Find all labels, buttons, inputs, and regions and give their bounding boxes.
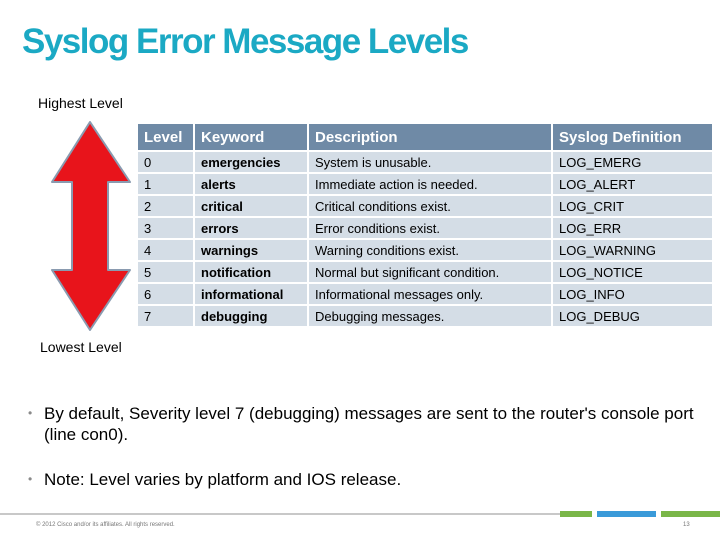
syslog-definition-cell: LOG_EMERG xyxy=(552,151,712,173)
bullet-text-note: Note: Level varies by platform and IOS release. xyxy=(44,470,402,489)
table-header-row xyxy=(138,124,712,151)
description-cell: Critical conditions exist. xyxy=(308,195,552,217)
bullet-dot-icon: • xyxy=(28,472,33,486)
level-cell: 2 xyxy=(138,195,194,217)
description-cell: Informational messages only. xyxy=(308,283,552,305)
syslog-definition-cell: LOG_WARNING xyxy=(552,239,712,261)
keyword-cell: critical xyxy=(194,195,308,217)
description-cell: System is unusable. xyxy=(308,151,552,173)
syslog-definition-cell: LOG_ERR xyxy=(552,217,712,239)
keyword-cell: alerts xyxy=(194,173,308,195)
bullet-text-default-level: By default, Severity level 7 (debugging) messages are sent to the router's console port (line con0). xyxy=(44,404,694,444)
description-cell: Error conditions exist. xyxy=(308,217,552,239)
bullet-list xyxy=(24,403,704,514)
keyword-cell: informational xyxy=(194,283,308,305)
column-header-level: Level xyxy=(138,124,194,151)
description-cell: Debugging messages. xyxy=(308,305,552,326)
keyword-cell: errors xyxy=(194,217,308,239)
syslog-definition-cell: LOG_INFO xyxy=(552,283,712,305)
level-cell: 7 xyxy=(138,305,194,326)
column-header-description: Description xyxy=(308,124,552,151)
description-cell: Immediate action is needed. xyxy=(308,173,552,195)
highest-level-label: Highest Level xyxy=(38,95,123,111)
level-cell: 0 xyxy=(138,151,194,173)
footer-divider xyxy=(0,511,720,517)
column-header-keyword: Keyword xyxy=(194,124,308,151)
table-row xyxy=(138,151,712,173)
footer-gray-rule xyxy=(0,513,560,515)
syslog-definition-cell: LOG_DEBUG xyxy=(552,305,712,326)
double-headed-vertical-arrow-icon xyxy=(50,120,134,332)
syslog-definition-cell: LOG_NOTICE xyxy=(552,261,712,283)
footer-accent-bar xyxy=(560,511,720,517)
level-cell: 3 xyxy=(138,217,194,239)
severity-level-table xyxy=(138,124,712,326)
page-number: 13 xyxy=(683,522,690,528)
table-row xyxy=(138,261,712,283)
level-cell: 6 xyxy=(138,283,194,305)
keyword-cell: warnings xyxy=(194,239,308,261)
table-row xyxy=(138,239,712,261)
bullet-dot-icon: • xyxy=(28,406,33,420)
syslog-definition-cell: LOG_CRIT xyxy=(552,195,712,217)
table-row xyxy=(138,305,712,326)
description-cell: Normal but significant condition. xyxy=(308,261,552,283)
bullet-item xyxy=(24,403,704,445)
table-row xyxy=(138,283,712,305)
description-cell: Warning conditions exist. xyxy=(308,239,552,261)
table-row xyxy=(138,173,712,195)
level-cell: 4 xyxy=(138,239,194,261)
slide-title: Syslog Error Message Levels xyxy=(22,22,468,61)
syslog-definition-cell: LOG_ALERT xyxy=(552,173,712,195)
keyword-cell: debugging xyxy=(194,305,308,326)
table-row xyxy=(138,217,712,239)
level-cell: 5 xyxy=(138,261,194,283)
keyword-cell: emergencies xyxy=(194,151,308,173)
bullet-item xyxy=(24,469,704,490)
level-cell: 1 xyxy=(138,173,194,195)
column-header-syslog-definition: Syslog Definition xyxy=(552,124,712,151)
lowest-level-label: Lowest Level xyxy=(40,339,122,355)
table-row xyxy=(138,195,712,217)
footer-copyright: © 2012 Cisco and/or its affiliates. All rights reserved. xyxy=(36,522,175,528)
keyword-cell: notification xyxy=(194,261,308,283)
